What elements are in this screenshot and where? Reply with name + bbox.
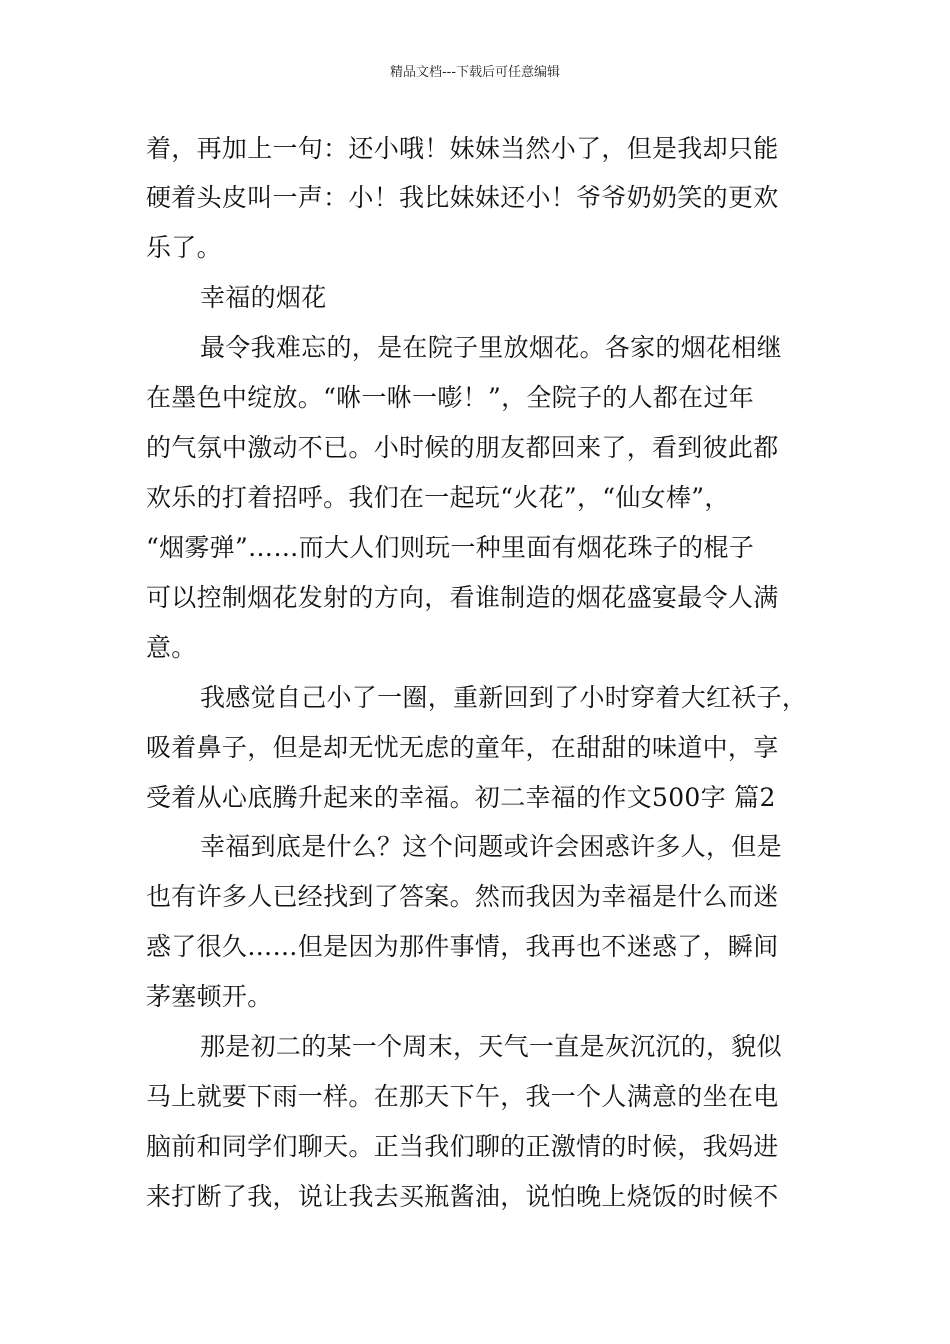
body-line: 惑了很久……但是因为那件事情，我再也不迷惑了，瞬间 bbox=[146, 932, 779, 961]
section-title: 幸福的烟花 bbox=[200, 283, 327, 312]
body-line: 马上就要下雨一样。在那天下午，我一个人满意的坐在电 bbox=[146, 1082, 779, 1111]
body-line: 那是初二的某一个周末，天气一直是灰沉沉的，貌似 bbox=[200, 1032, 782, 1061]
body-line: 也有许多人已经找到了答案。然而我因为幸福是什么而迷 bbox=[146, 882, 779, 911]
body-line: 脑前和同学们聊天。正当我们聊的正激情的时候，我妈进 bbox=[146, 1132, 779, 1161]
body-line: 可以控制烟花发射的方向，看谁制造的烟花盛宴最令人满 bbox=[146, 583, 779, 612]
body-line: 受着从心底腾升起来的幸福。初二幸福的作文500字 篇2 bbox=[146, 783, 776, 812]
body-line: 在墨色中绽放。“咻一咻一嘭！”，全院子的人都在过年 bbox=[146, 383, 755, 412]
body-line: 最令我难忘的，是在院子里放烟花。各家的烟花相继 bbox=[200, 333, 782, 362]
body-line: 来打断了我，说让我去买瓶酱油，说怕晚上烧饭的时候不 bbox=[146, 1182, 779, 1211]
body-line: 幸福到底是什么？这个问题或许会困惑许多人，但是 bbox=[200, 832, 782, 861]
body-line: 吸着鼻子，但是却无忧无虑的童年，在甜甜的味道中，享 bbox=[146, 733, 779, 762]
body-line: 茅塞顿开。 bbox=[146, 982, 273, 1011]
body-line: 意。 bbox=[146, 633, 197, 662]
body-line: 硬着头皮叫一声：小！我比妹妹还小！爷爷奶奶笑的更欢 bbox=[146, 183, 779, 212]
body-line: 我感觉自己小了一圈，重新回到了小时穿着大红袄子， bbox=[200, 683, 808, 712]
body-line: 的气氛中激动不已。小时候的朋友都回来了，看到彼此都 bbox=[146, 433, 779, 462]
page-header: 精品文档---下载后可任意编辑 bbox=[389, 65, 561, 80]
body-line: 着，再加上一句：还小哦！妹妹当然小了，但是我却只能 bbox=[146, 134, 779, 163]
body-line: 乐了。 bbox=[146, 233, 222, 262]
body-line: 欢乐的打着招呼。我们在一起玩“火花”，“仙女棒”， bbox=[146, 483, 730, 512]
body-line: “烟雾弹”……而大人们则玩一种里面有烟花珠子的棍子 bbox=[146, 533, 755, 562]
